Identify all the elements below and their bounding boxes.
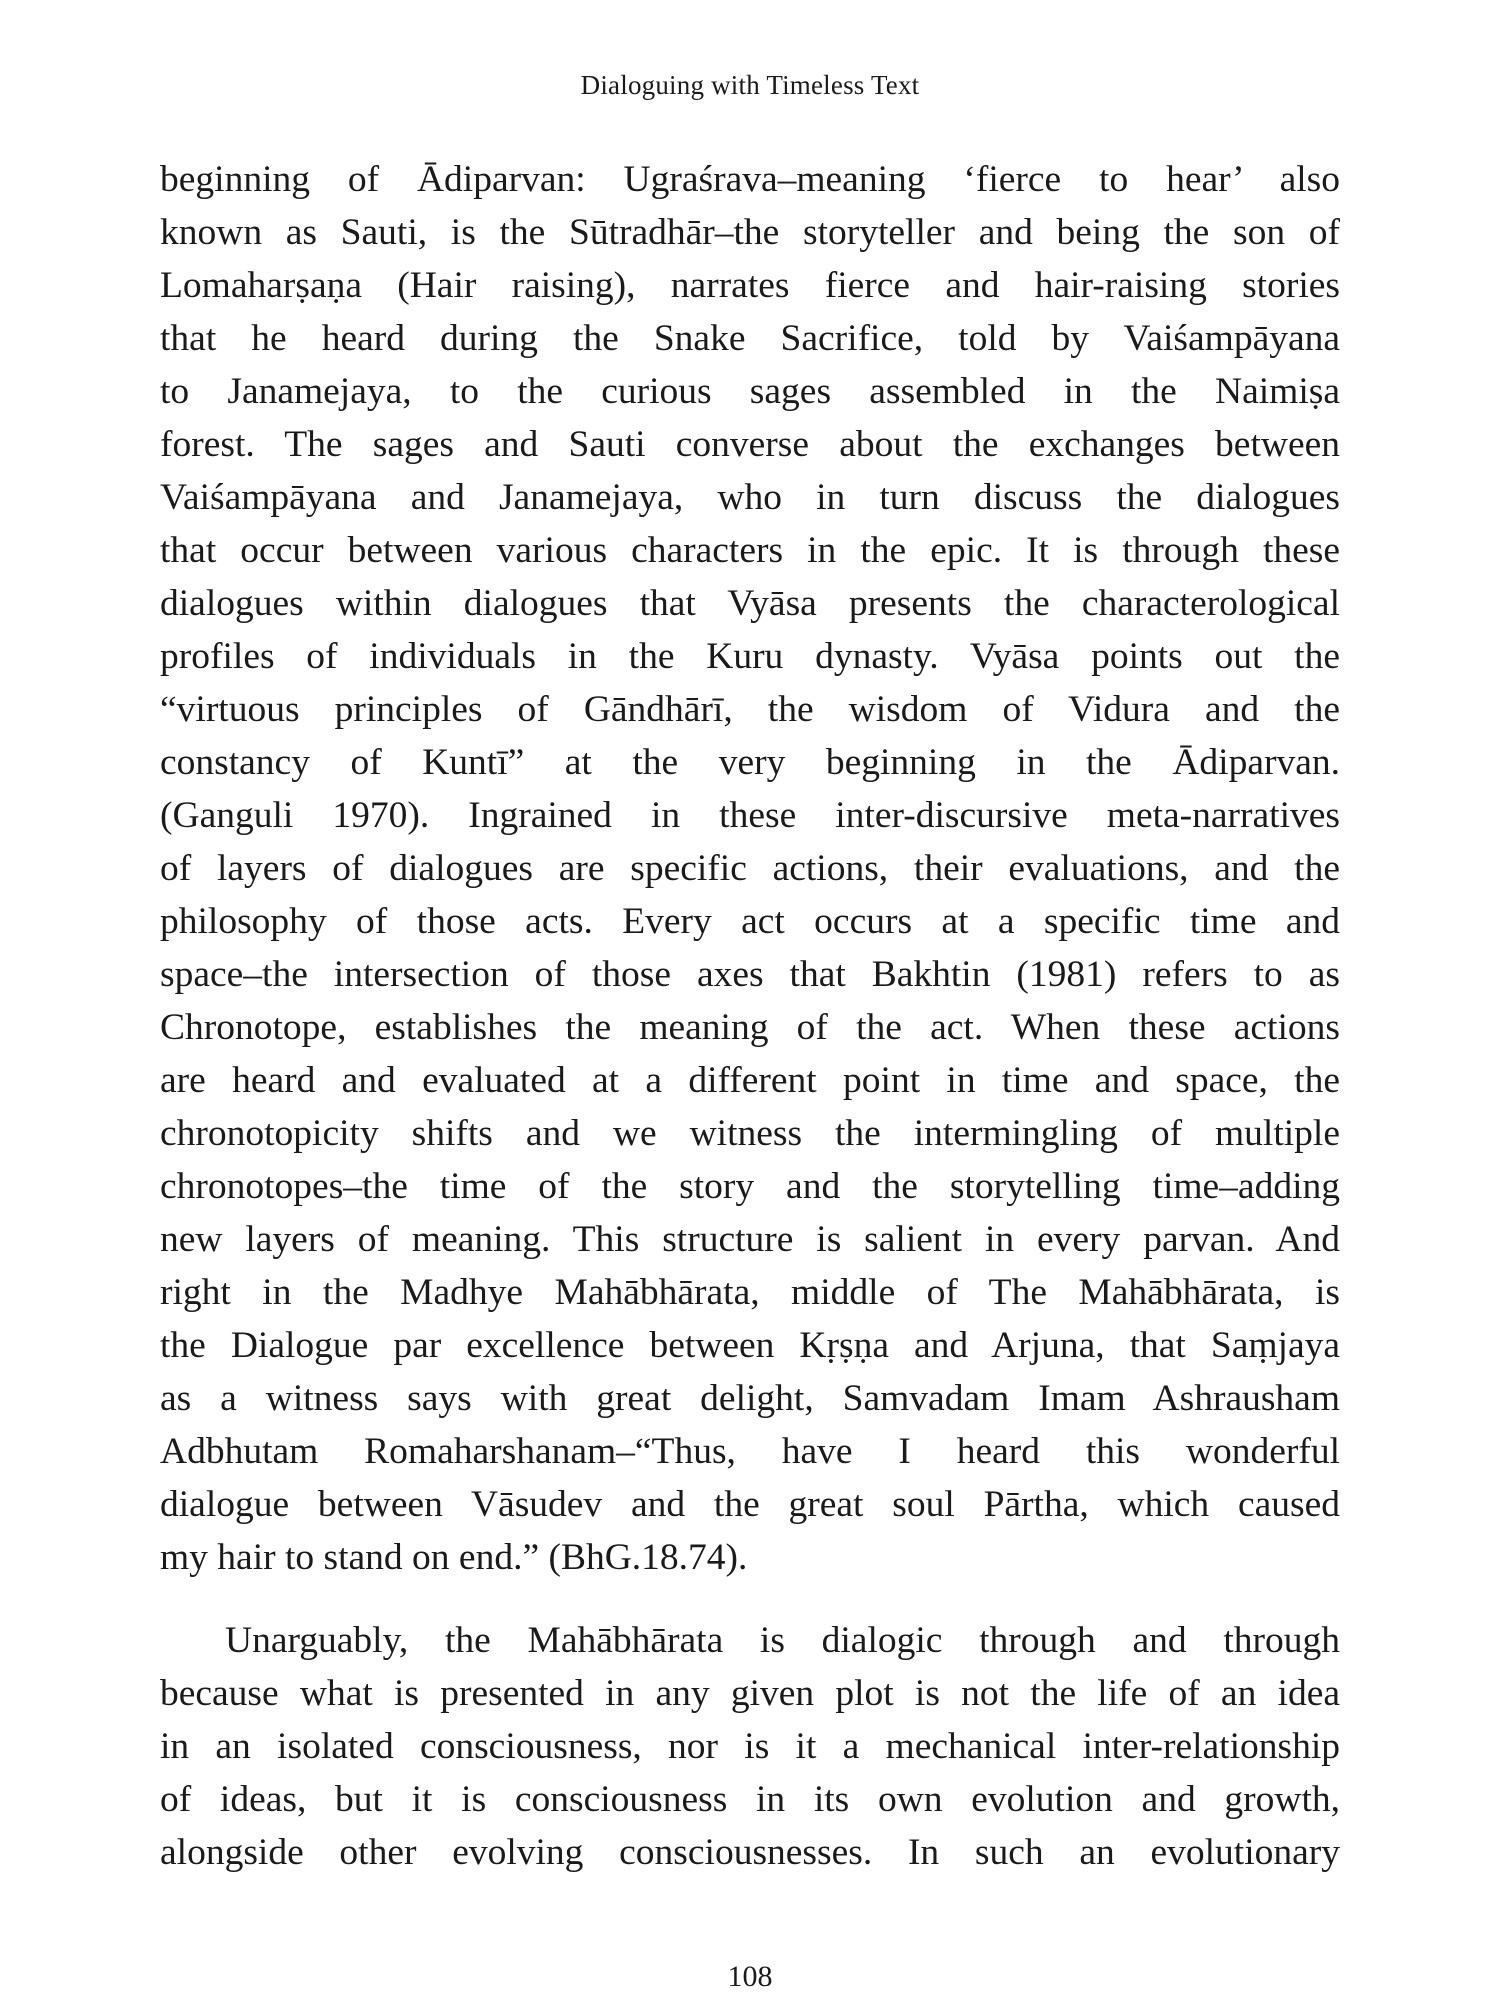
text-line: Chronotope, establishes the meaning of the act. When these actions [160, 1007, 1340, 1048]
text-line: alongside other evolving consciousnesses. In such an evolutionary [160, 1832, 1340, 1873]
text-line: Adbhutam Romaharshanam–“Thus, have I heard this wonderful [160, 1431, 1340, 1472]
paragraph-1 [160, 153, 1340, 1584]
text-line: Unarguably, the Mahābhārata is dialogic through and through [225, 1620, 1340, 1661]
text-line: as a witness says with great delight, Samvadam Imam Ashrausham [160, 1378, 1340, 1419]
text-line: my hair to stand on end.” (BhG.18.74). [160, 1537, 748, 1578]
text-line: because what is presented in any given plot is not the life of an idea [160, 1673, 1340, 1714]
text-line: beginning of Ādiparvan: Ugraśrava–meaning ‘fierce to hear’ also [160, 159, 1340, 200]
text-line: philosophy of those acts. Every act occurs at a specific time and [160, 901, 1340, 942]
text-line: known as Sauti, is the Sūtradhār–the storyteller and being the son of [160, 212, 1340, 253]
text-line: dialogues within dialogues that Vyāsa presents the characterological [160, 583, 1340, 624]
text-line: “virtuous principles of Gāndhārī, the wisdom of Vidura and the [160, 689, 1340, 730]
running-head: Dialoguing with Timeless Text [580, 70, 920, 100]
text-line: Lomaharṣaṇa (Hair raising), narrates fierce and hair-raising stories [160, 265, 1340, 306]
text-line: Vaiśampāyana and Janamejaya, who in turn discuss the dialogues [160, 477, 1340, 518]
text-line: space–the intersection of those axes that Bakhtin (1981) refers to as [160, 954, 1340, 995]
text-line: chronotopes–the time of the story and the storytelling time–adding [160, 1166, 1340, 1207]
text-line: the Dialogue par excellence between Kṛṣṇa and Arjuna, that Saṃjaya [160, 1325, 1340, 1366]
text-line: chronotopicity shifts and we witness the intermingling of multiple [160, 1113, 1340, 1154]
text-line: constancy of Kuntī” at the very beginning in the Ādiparvan. [160, 742, 1340, 783]
text-line: right in the Madhye Mahābhārata, middle of The Mahābhārata, is [160, 1272, 1340, 1313]
page-number: 108 [727, 1960, 773, 1993]
text-line: in an isolated consciousness, nor is it a mechanical inter-relationship [160, 1726, 1340, 1767]
text-line: dialogue between Vāsudev and the great soul Pārtha, which caused [160, 1484, 1340, 1525]
paragraph-2 [160, 1614, 1340, 1879]
text-line: of layers of dialogues are specific actions, their evaluations, and the [160, 848, 1340, 889]
text-line: of ideas, but it is consciousness in its own evolution and growth, [160, 1779, 1340, 1820]
text-line: to Janamejaya, to the curious sages assembled in the Naimiṣa [160, 371, 1340, 412]
text-line: that occur between various characters in the epic. It is through these [160, 530, 1340, 571]
text-line: are heard and evaluated at a different point in time and space, the [160, 1060, 1340, 1101]
body-text [160, 153, 1340, 1879]
text-line: new layers of meaning. This structure is salient in every parvan. And [160, 1219, 1340, 1260]
text-line: forest. The sages and Sauti converse about the exchanges between [160, 424, 1340, 465]
text-line: profiles of individuals in the Kuru dynasty. Vyāsa points out the [160, 636, 1340, 677]
text-line: (Ganguli 1970). Ingrained in these inter-discursive meta-narratives [160, 795, 1340, 836]
text-line: that he heard during the Snake Sacrifice, told by Vaiśampāyana [160, 318, 1340, 359]
